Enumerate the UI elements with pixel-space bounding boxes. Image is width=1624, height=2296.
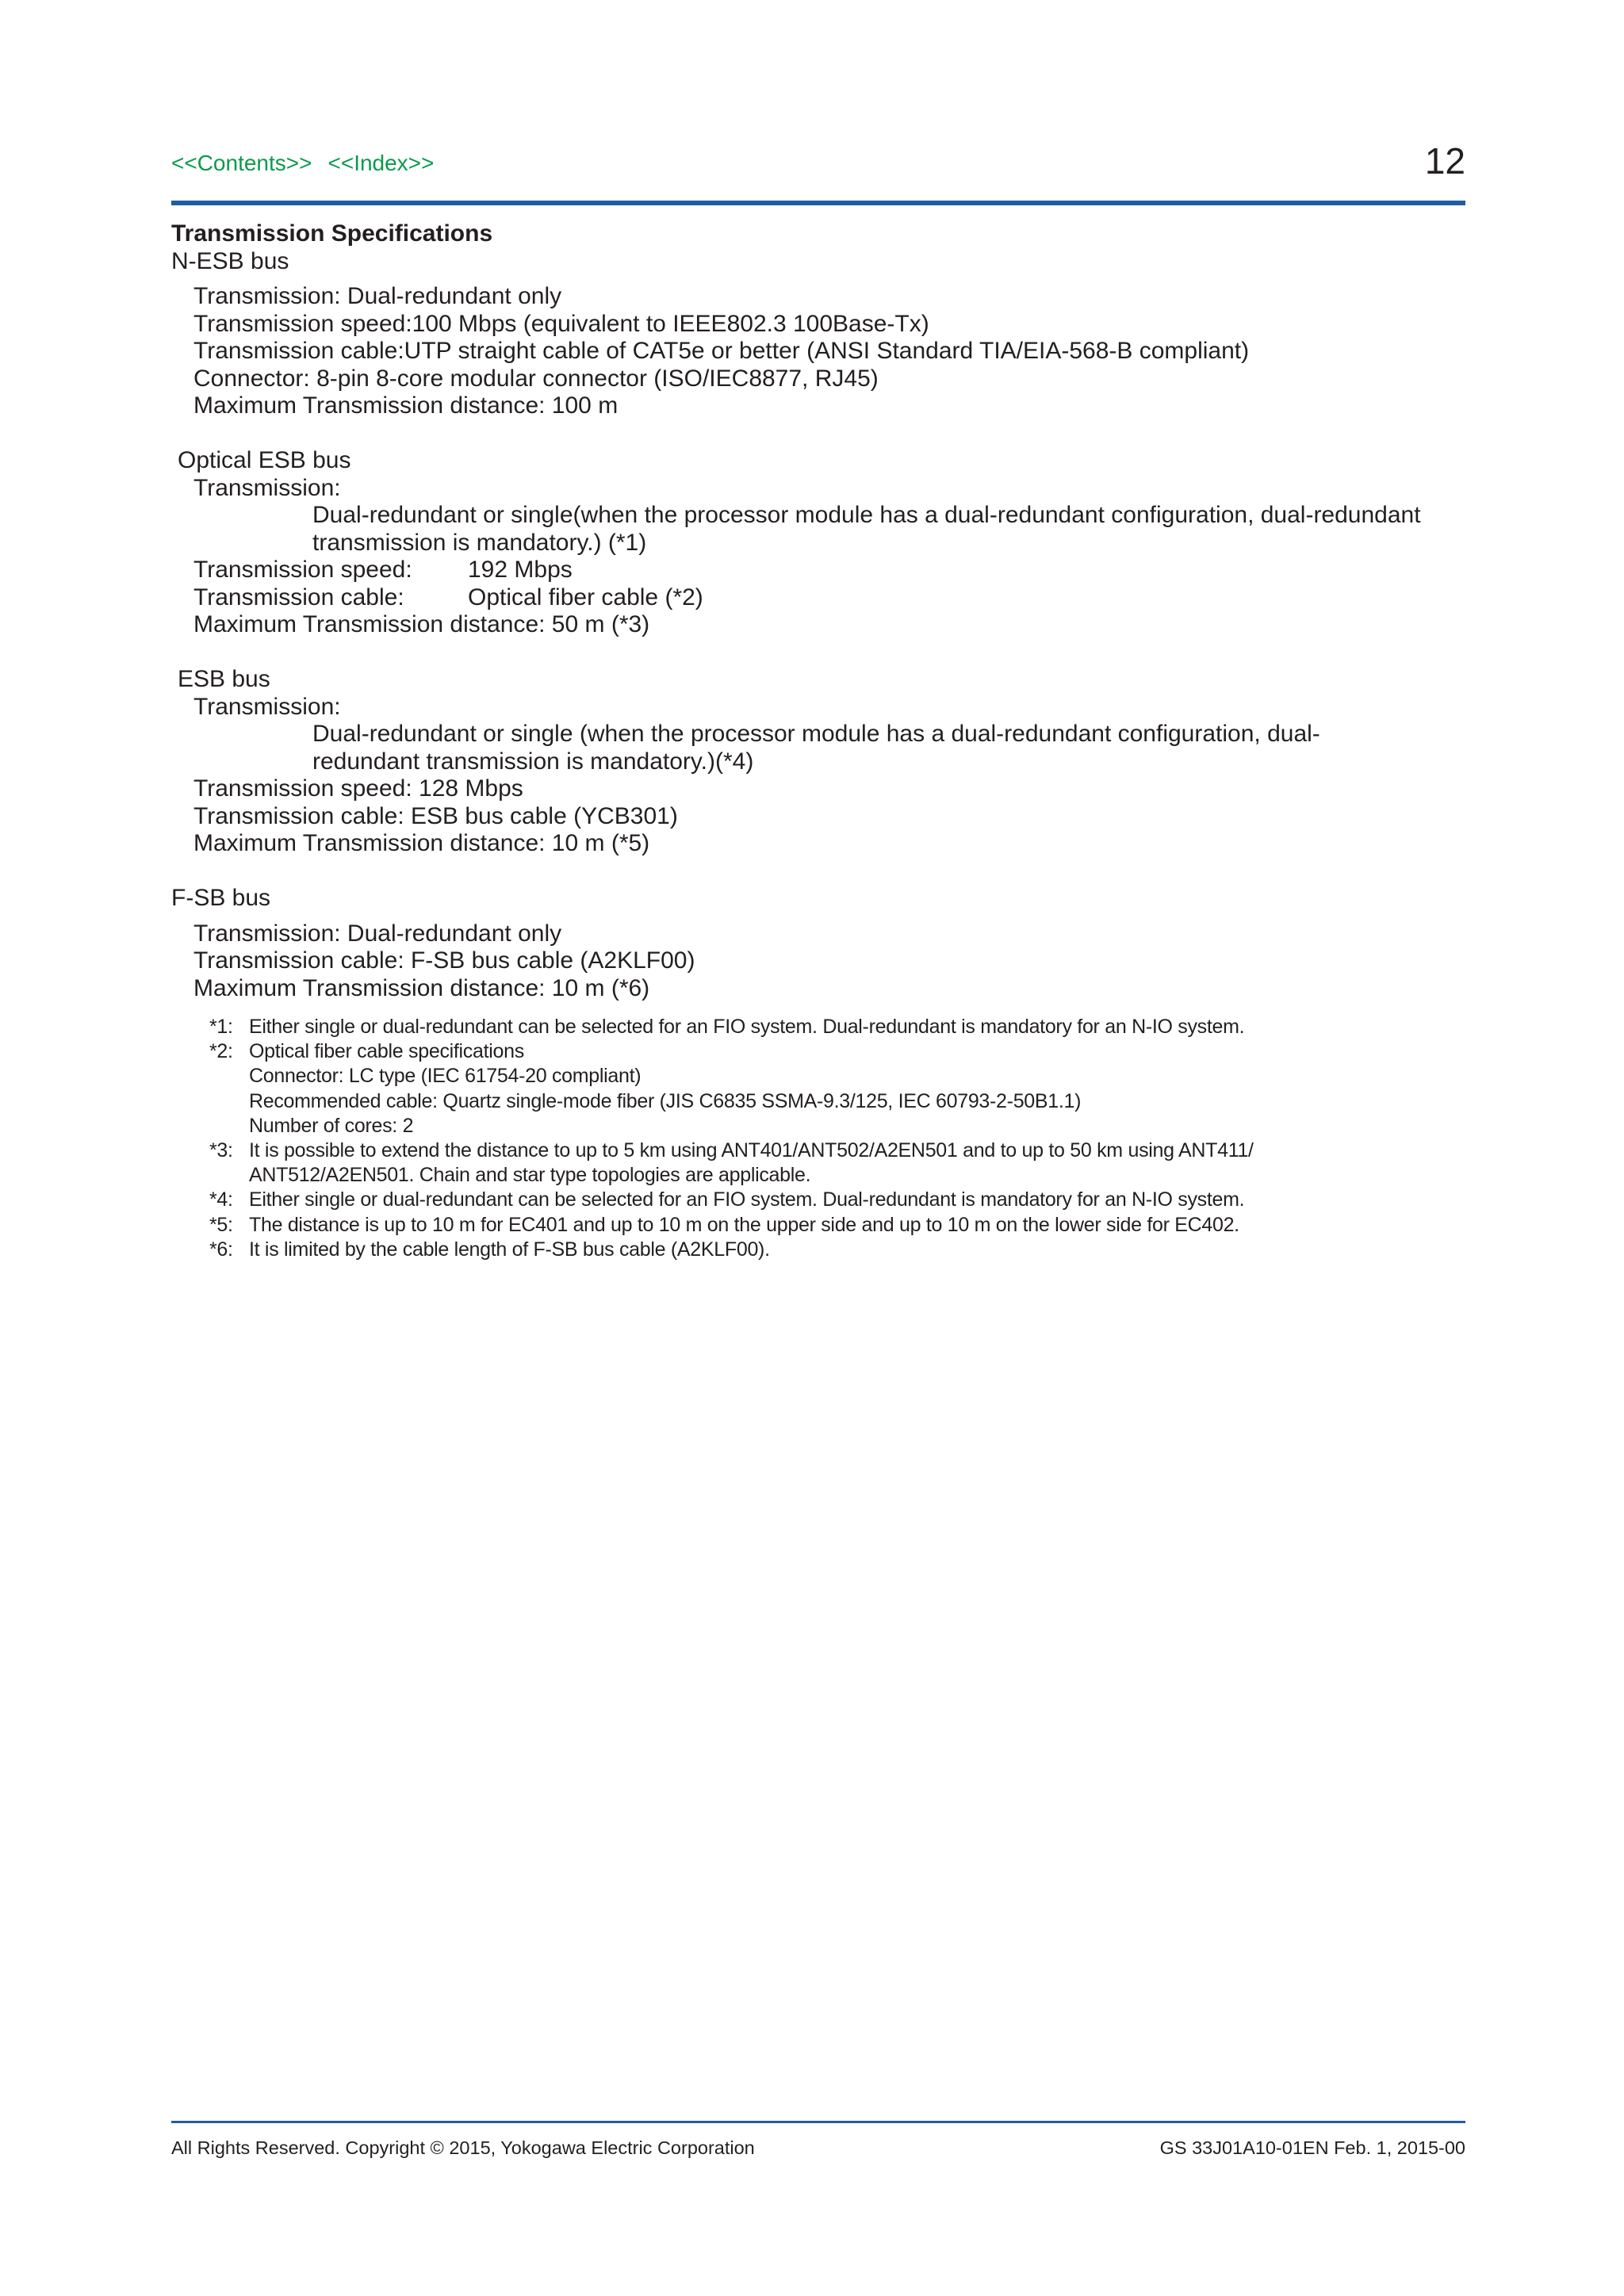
footer-copyright: All Rights Reserved. Copyright © 2015, Yokogawa Electric Corporation	[171, 2137, 755, 2158]
nesb-line: Connector: 8-pin 8-core modular connector (ISO/IEC8877, RJ45)	[193, 365, 879, 392]
fsb-line: Maximum Transmission distance: 10 m (*6)	[193, 974, 650, 1001]
esb-distance: Maximum Transmission distance: 10 m (*5)	[193, 830, 650, 856]
header-nav	[171, 151, 434, 176]
esb-transmission-line2: redundant transmission is mandatory.)(*4)	[312, 748, 754, 775]
esb-transmission-label: Transmission:	[193, 693, 341, 720]
contents-link[interactable]: <<Contents>>	[171, 151, 312, 175]
footnote	[171, 1039, 1472, 1138]
fsb-heading: F-SB bus	[171, 885, 271, 911]
footnote-mark: *3:	[209, 1139, 233, 1162]
nesb-line: Transmission speed:100 Mbps (equivalent to IEEE802.3 100Base-Tx)	[193, 310, 929, 337]
page-number: 12	[1424, 140, 1465, 182]
footer-doc-id: GS 33J01A10-01EN Feb. 1, 2015-00	[1159, 2137, 1465, 2158]
optical-distance: Maximum Transmission distance: 50 m (*3)	[193, 611, 650, 637]
esb-cable: Transmission cable: ESB bus cable (YCB301)	[193, 802, 678, 829]
esb-speed: Transmission speed: 128 Mbps	[193, 775, 523, 802]
footnote-text: Connector: LC type (IEC 61754-20 compliant)	[249, 1065, 642, 1088]
index-link[interactable]: <<Index>>	[327, 151, 435, 175]
section-title: Transmission Specifications	[171, 220, 493, 247]
nesb-line: Transmission: Dual-redundant only	[193, 283, 562, 309]
footnote-text: The distance is up to 10 m for EC401 and up to 10 m on the upper side and up to 10 m on the lower side for EC402.	[249, 1213, 1239, 1236]
footnote	[171, 1138, 1472, 1188]
footnote-text: It is possible to extend the distance to up to 5 km using ANT401/ANT502/A2EN501 and to up to 50 km using ANT411/	[249, 1139, 1254, 1162]
footnote-text: ANT512/A2EN501. Chain and star type topologies are applicable.	[249, 1164, 811, 1187]
footnote-mark: *2:	[209, 1040, 233, 1063]
header-rule	[171, 201, 1465, 205]
optical-speed-row	[171, 557, 1472, 584]
footnote-mark: *5:	[209, 1213, 233, 1236]
footnote-text: It is limited by the cable length of F-SB bus cable (A2KLF00).	[249, 1238, 770, 1261]
nesb-heading: N-ESB bus	[171, 247, 289, 274]
fsb-line: Transmission: Dual-redundant only	[193, 920, 562, 947]
optical-cable-row	[171, 584, 1472, 612]
optical-speed-value: 192 Mbps	[468, 557, 573, 583]
optical-transmission-text: Dual-redundant or single(when the processor module has a dual-redundant configuration, dual-redundant transmission is mandatory.) (*1)	[312, 502, 1421, 556]
footnote	[171, 1238, 1472, 1262]
optical-heading: Optical ESB bus	[178, 447, 351, 473]
main-content	[171, 220, 1472, 1262]
optical-transmission-label: Transmission:	[193, 474, 341, 501]
footnote-text: Recommended cable: Quartz single-mode fiber (JIS C6835 SSMA-9.3/125, IEC 60793-2-50B1.1)	[249, 1089, 1082, 1112]
esb-transmission-line1: Dual-redundant or single (when the processor module has a dual-redundant configuration, dual-	[312, 721, 1320, 747]
footnote-mark: *4:	[209, 1188, 233, 1211]
footnote	[171, 1213, 1472, 1238]
optical-cable-value: Optical fiber cable (*2)	[468, 584, 703, 610]
nesb-line: Transmission cable:UTP straight cable of CAT5e or better (ANSI Standard TIA/EIA-568-B compliant)	[193, 338, 1250, 364]
footnote-text: Either single or dual-redundant can be selected for an FIO system. Dual-redundant is mandatory for an N-IO system.	[249, 1188, 1245, 1211]
footnotes	[171, 1015, 1472, 1262]
footnote-mark: *1:	[209, 1016, 233, 1038]
esb-heading: ESB bus	[178, 666, 270, 692]
nesb-line: Maximum Transmission distance: 100 m	[193, 392, 619, 419]
footer-rule	[171, 2121, 1465, 2123]
footnote	[171, 1015, 1472, 1039]
optical-cable-label: Transmission cable:	[193, 584, 404, 610]
footnote	[171, 1188, 1472, 1212]
footnote-text: Either single or dual-redundant can be selected for an FIO system. Dual-redundant is mandatory for an N-IO system.	[249, 1016, 1245, 1038]
fsb-line: Transmission cable: F-SB bus cable (A2KLF00)	[193, 947, 695, 974]
footnote-text: Number of cores: 2	[249, 1114, 414, 1137]
footnote-mark: *6:	[209, 1238, 233, 1261]
optical-speed-label: Transmission speed:	[193, 557, 412, 583]
footnote-text: Optical fiber cable specifications	[249, 1040, 524, 1063]
